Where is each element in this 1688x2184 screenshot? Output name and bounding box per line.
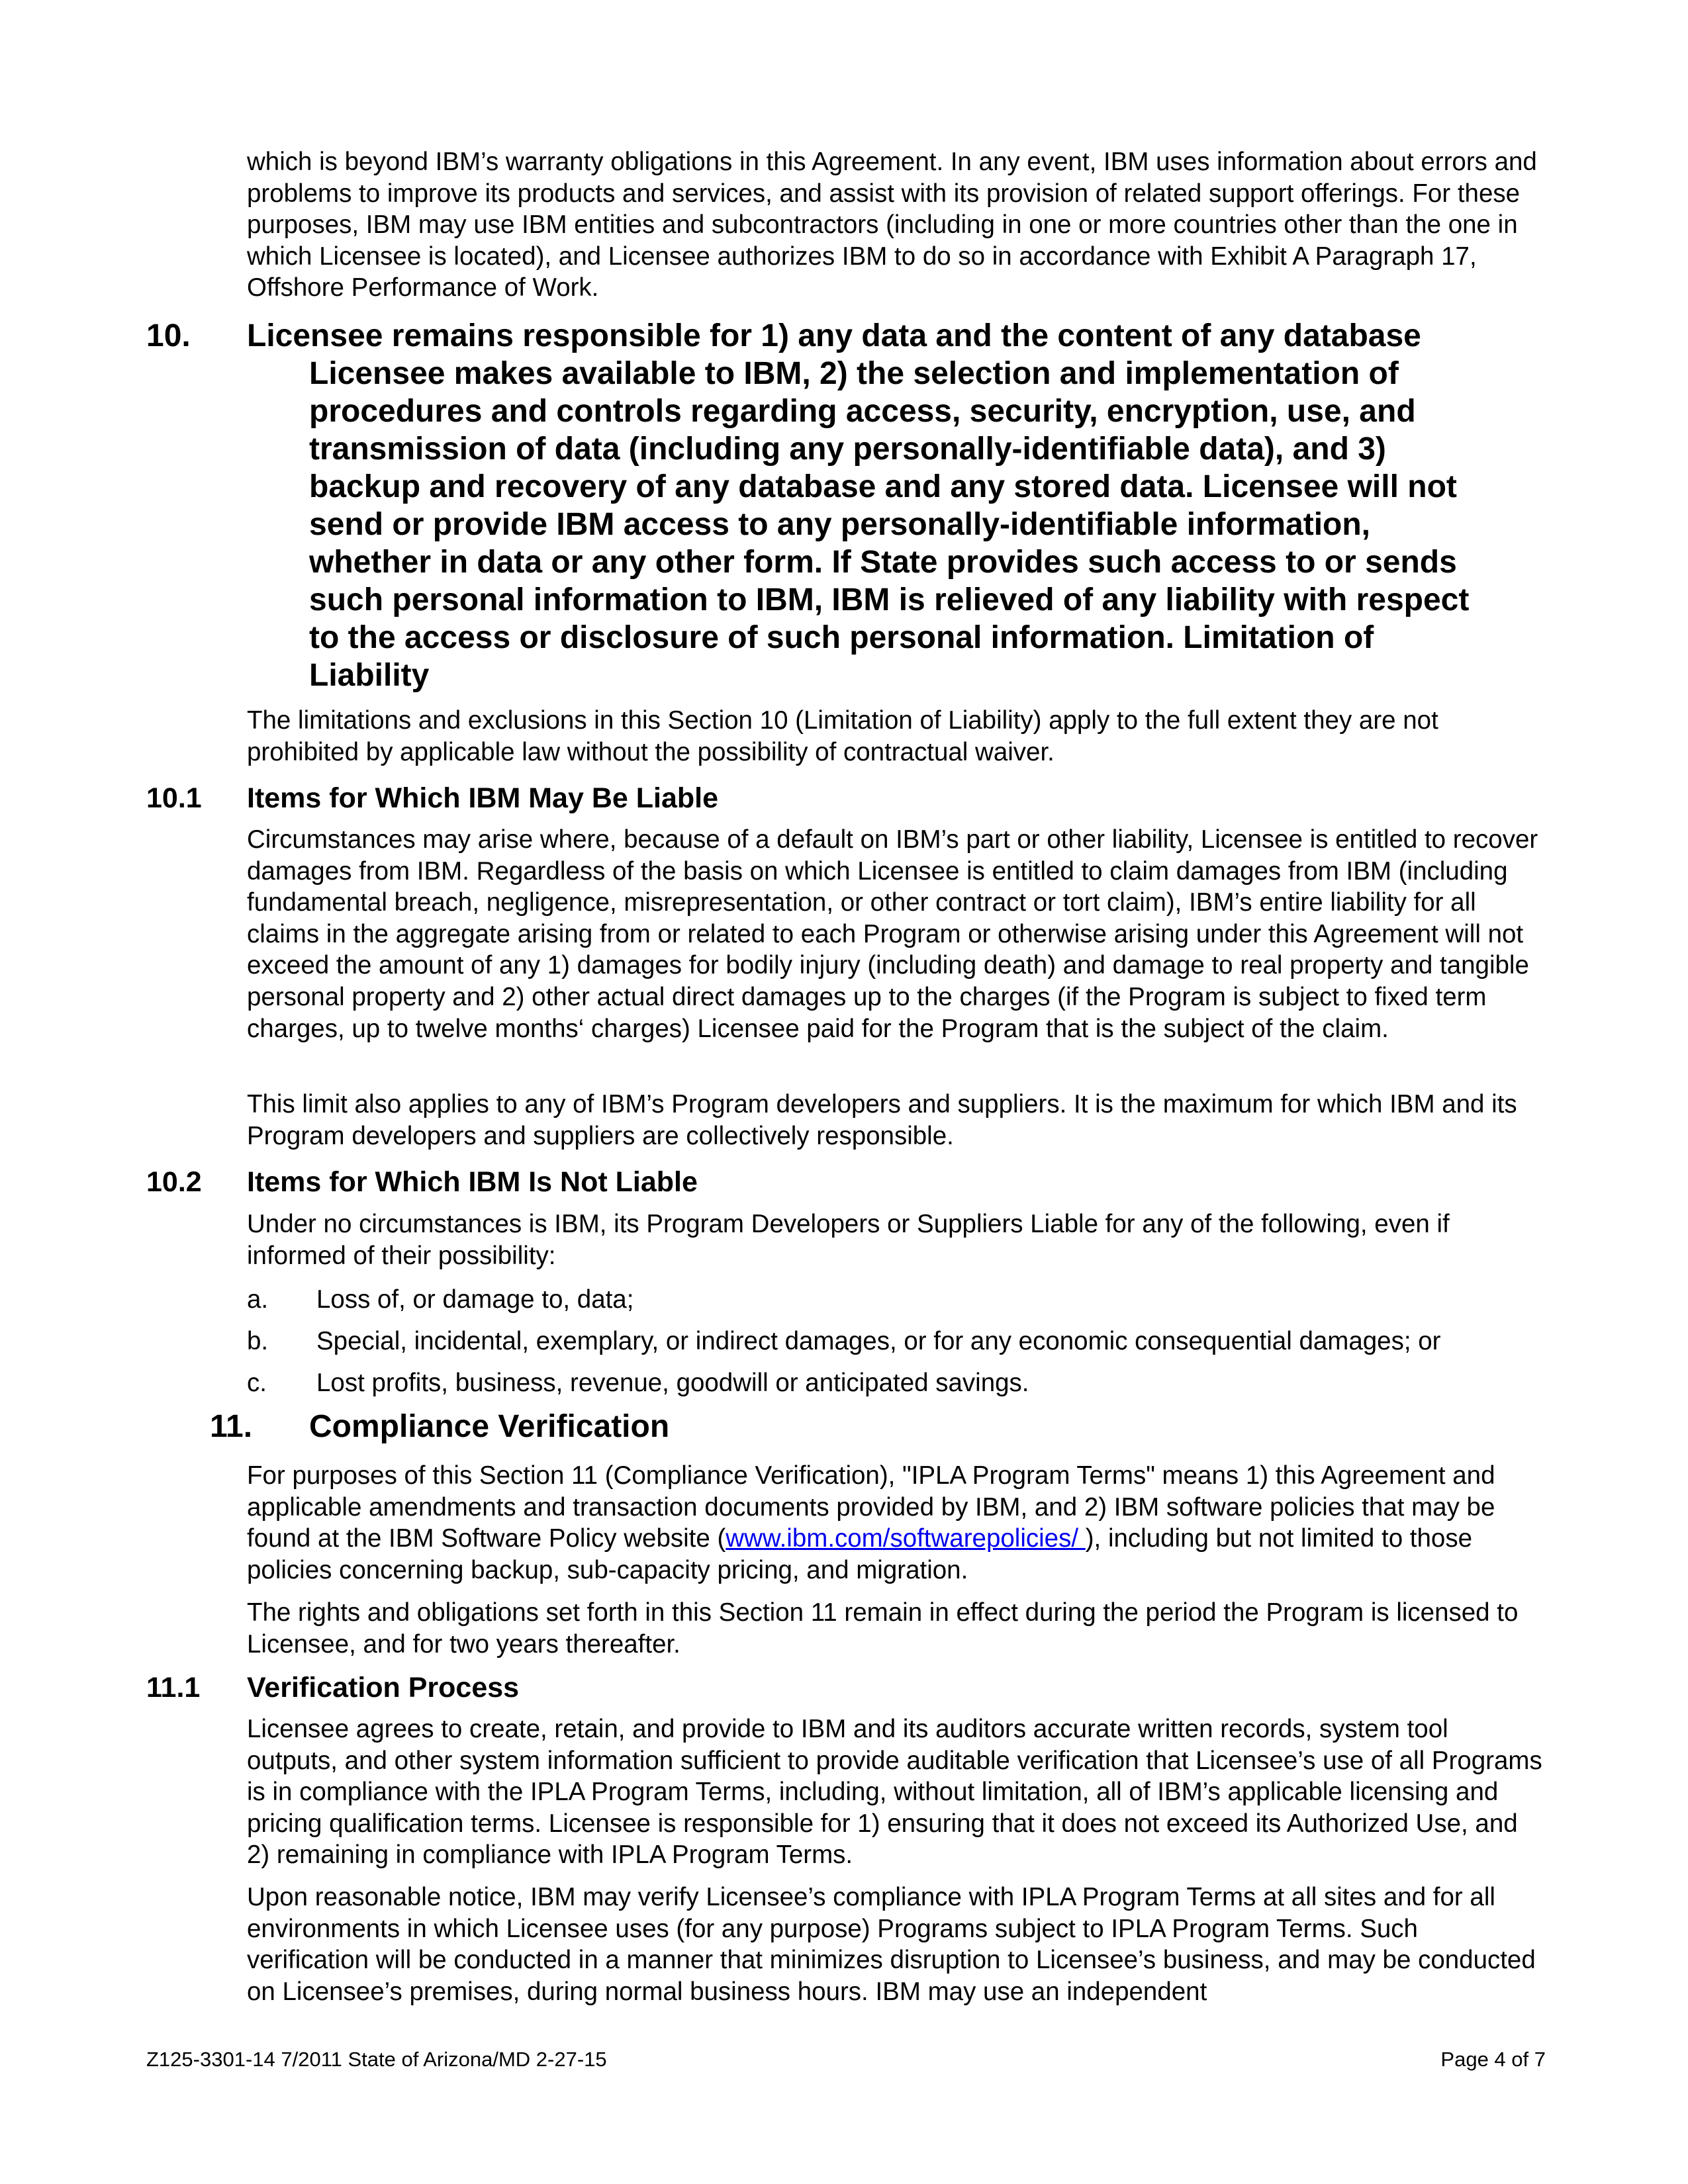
section-10-heading-line: Liability xyxy=(309,658,430,693)
section-11-paragraph-1-text-end: ), including but not limited to those policies concerning backup, sub-capacity pricing, and migration. xyxy=(247,1524,1472,1584)
section-11-1-paragraph-2: Upon reasonable notice, IBM may verify Licensee’s compliance with IPLA Program Terms at all sites and for all environments in which Licensee uses (for any purpose) Programs subject to IPLA Program Terms. Such verification will be conducted in a manner that minimizes disruption to Licensee’s business, and may be conducted on Licensee’s premises, during normal business hours. IBM may use an independent xyxy=(247,1883,1536,2006)
list-item-letter: b. xyxy=(247,1327,269,1355)
section-11-1-title: Verification Process xyxy=(247,1672,520,1704)
section-10-heading-line: procedures and controls regarding access, security, encryption, use, and xyxy=(309,394,1416,429)
section-10-2-paragraph: Under no circumstances is IBM, its Program Developers or Suppliers Liable for any of the following, even if informed of their possibility: xyxy=(247,1210,1450,1270)
section-10-1-title: Items for Which IBM May Be Liable xyxy=(247,782,718,814)
section-10-heading-line: backup and recovery of any database and any stored data. Licensee will not xyxy=(309,469,1457,504)
section-10-2-title: Items for Which IBM Is Not Liable xyxy=(247,1166,698,1198)
section-10-1-paragraph-1: Circumstances may arise where, because of a default on IBM’s part or other liability, Licensee is entitled to recover damages from IBM. Regardless of the basis on which Licensee is entitled to claim damages from IBM (including fundamental breach, negligence, misrepresentation, or other contract or tort claim), IBM’s entire liability for all claims in the aggregate arising from or related to each Program or otherwise arising under this Agreement will not exceed the amount of any 1) damages for bodily injury (including death) and damage to real property and tangible personal property and 2) other actual direct damages up to the charges (if the Program is subject to fixed term charges, up to twelve months‘ charges) Licensee paid for the Program that is the subject of the claim. xyxy=(247,825,1538,1043)
section-11-title: Compliance Verification xyxy=(309,1409,670,1444)
list-item-text: Lost profits, business, revenue, goodwill or anticipated savings. xyxy=(316,1369,1029,1397)
list-item-text: Special, incidental, exemplary, or indirect damages, or for any economic consequential damages; or xyxy=(316,1327,1441,1355)
section-10-heading-line: transmission of data (including any personally-identifiable data), and 3) xyxy=(309,432,1386,467)
section-10-1-paragraph-2: This limit also applies to any of IBM’s Program developers and suppliers. It is the maximum for which IBM and its Program developers and suppliers are collectively responsible. xyxy=(247,1090,1517,1150)
list-item-text: Loss of, or damage to, data; xyxy=(316,1285,634,1314)
section-10-number: 10. xyxy=(146,318,191,353)
section-10-heading-line: Licensee remains responsible for 1) any data and the content of any database xyxy=(247,318,1421,353)
section-10-heading-line: such personal information to IBM, IBM is relieved of any liability with respect xyxy=(309,582,1470,617)
footer-page-number: Page 4 of 7 xyxy=(1440,2048,1546,2071)
footer-document-id: Z125-3301-14 7/2011 State of Arizona/MD 2-27-15 xyxy=(146,2048,607,2071)
section-11-1-paragraph-1: Licensee agrees to create, retain, and provide to IBM and its auditors accurate written records, system tool outputs, and other system information sufficient to provide auditable verification that Licensee’s use of all Programs is in compliance with the IPLA Program Terms, including, without limitation, all of IBM’s applicable licensing and pricing qualification terms. Licensee is responsible for 1) ensuring that it does not exceed its Authorized Use, and 2) remaining in compliance with IPLA Program Terms. xyxy=(247,1715,1542,1870)
section-10-1-number: 10.1 xyxy=(146,782,202,814)
intro-paragraph: which is beyond IBM’s warranty obligations in this Agreement. In any event, IBM uses information about errors and problems to improve its products and services, and assist with its provision of related support offerings. For these purposes, IBM may use IBM entities and subcontractors (including in one or more countries other than the one in which Licensee is located), and Licensee authorizes IBM to do so in accordance with Exhibit A Paragraph 17, Offshore Performance of Work. xyxy=(247,148,1537,302)
section-10-heading-line: send or provide IBM access to any personally-identifiable information, xyxy=(309,507,1371,542)
section-11-1-number: 11.1 xyxy=(146,1672,201,1704)
section-10-heading-line: Licensee makes available to IBM, 2) the selection and implementation of xyxy=(309,356,1399,391)
list-item-letter: c. xyxy=(247,1369,267,1397)
section-11-number: 11. xyxy=(210,1409,253,1444)
section-11-paragraph-1-text: For purposes of this Section 11 (Compliance Verification), "IPLA Program Terms" means 1) this Agreement and applicable amendments and transaction documents provided by IBM, and 2) IBM software policies that may be found at the IBM Software Policy website ( xyxy=(247,1461,1495,1553)
list-item-letter: a. xyxy=(247,1285,269,1314)
section-10-2-number: 10.2 xyxy=(146,1166,202,1198)
section-10-heading-line: to the access or disclosure of such personal information. Limitation of xyxy=(309,620,1374,655)
section-11-paragraph-1 xyxy=(247,1460,1546,1586)
section-10-heading-line: whether in data or any other form. If State provides such access to or sends xyxy=(309,545,1457,580)
section-10-paragraph: The limitations and exclusions in this Section 10 (Limitation of Liability) apply to the full extent they are not prohibited by applicable law without the possibility of contractual waiver. xyxy=(247,706,1438,766)
software-policies-link[interactable]: www.ibm.com/softwarepolicies/ xyxy=(726,1524,1086,1553)
section-11-paragraph-2: The rights and obligations set forth in this Section 11 remain in effect during the period the Program is licensed to Licensee, and for two years thereafter. xyxy=(247,1598,1519,1659)
